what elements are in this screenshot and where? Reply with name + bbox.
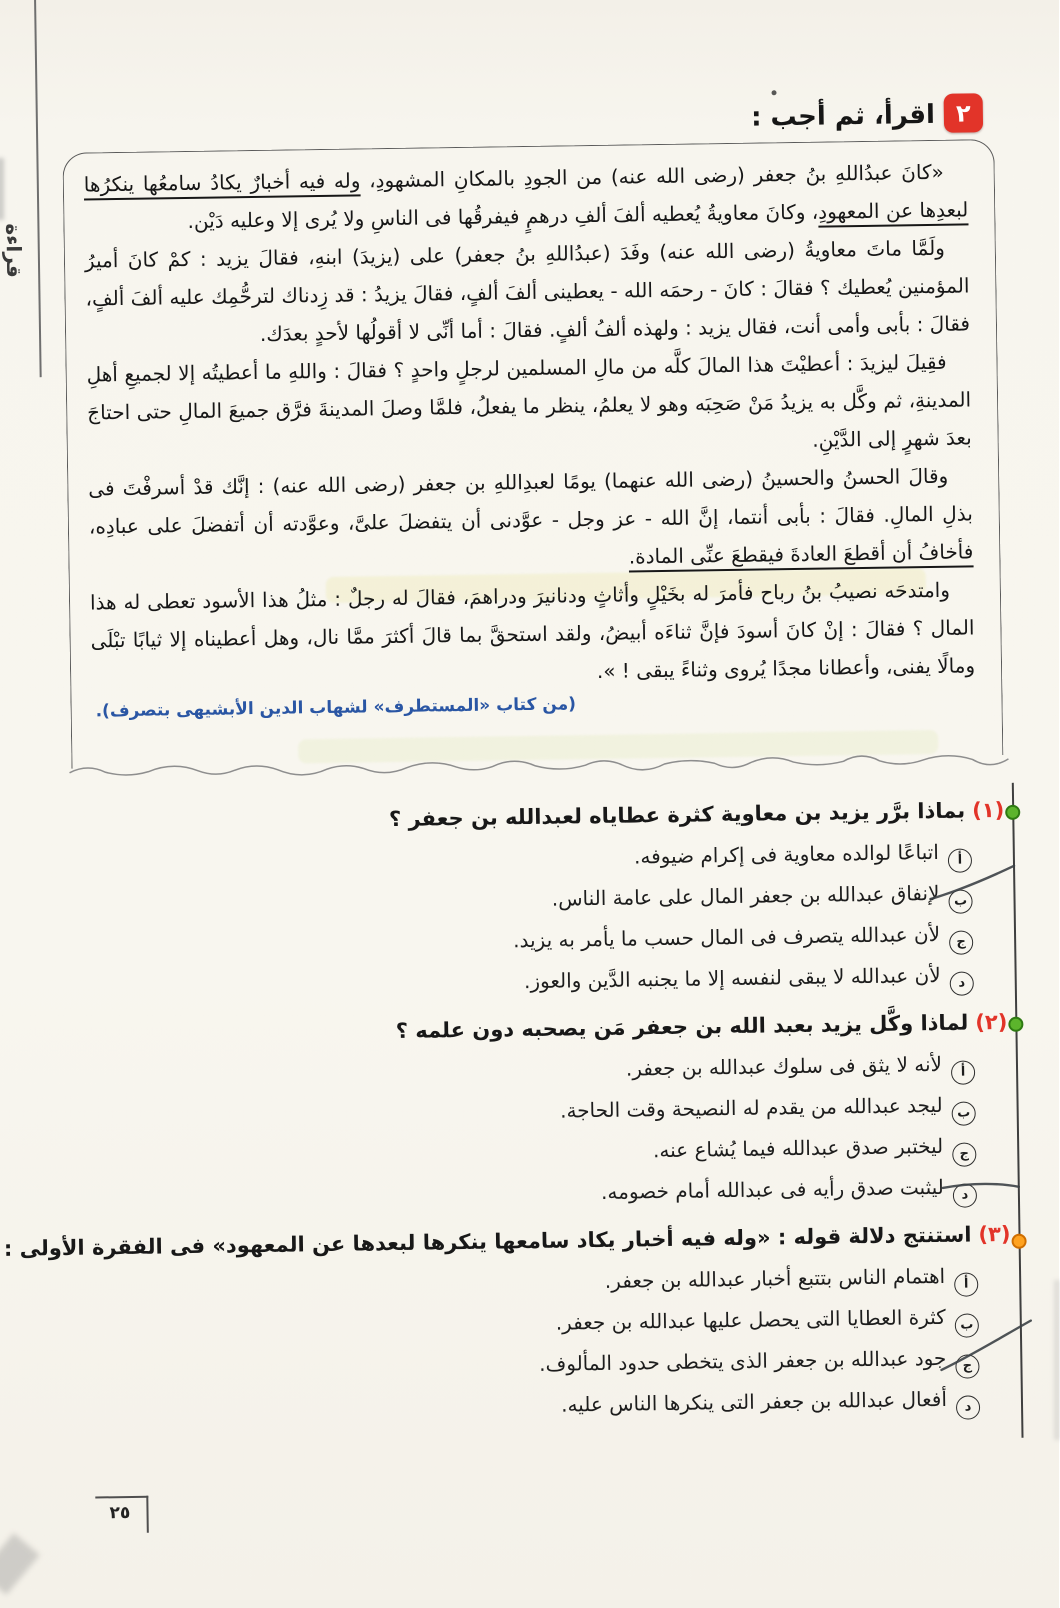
option-text: اتباعًا لوالده معاوية فى إكرام ضيوفه. bbox=[634, 839, 940, 869]
question-1 bbox=[50, 789, 1008, 1009]
option-text: لأن عبدالله يتصرف فى المال حسب ما يأمر به يزيد. bbox=[513, 921, 942, 953]
questions-section bbox=[4, 789, 1014, 1439]
ink-dot bbox=[772, 90, 777, 95]
side-tab-reading-label: قراءة bbox=[2, 223, 28, 278]
question-3 bbox=[4, 1213, 1014, 1433]
side-tab-rule bbox=[35, 0, 43, 377]
option-text: لأن عبدالله لا يبقى لنفسه إلا ما يجنبه الدَّين والعوز. bbox=[524, 962, 942, 994]
option-letter-badge: ج bbox=[953, 1142, 977, 1166]
option-letter-badge: د bbox=[951, 971, 975, 995]
option-letter-badge: أ bbox=[952, 1060, 976, 1084]
passage-paragraph-4: وقالَ الحسنُ والحسينُ (رضى الله عنهما) يومًا لعبدِاللهِ بن جعفر (رضى الله عنه) : إنَّك قدْ أسرفْتَ فى بذلِ المالِ. فقالَ : بأبى أنتما، إنَّ الله - عز وجل - عوَّدنى أن يتفضلَ علىَّ، وعوَّدته أن أتفضلَ على عبادِه، فأخافُ أن أقطعَ العادةَ فيقطعَ عنِّى المادة. bbox=[89, 463, 975, 569]
option-text: ليختبر صدق عبدالله فيما يُشاع عنه. bbox=[653, 1133, 945, 1163]
passage-paragraph-3: فقِيلَ ليزيدَ : أعطيْتَ هذا المالَ كلَّه من مالِ المسلمين لرجلٍ واحدٍ ؟ فقالَ : واللهِ ما أعطيتُه إلا لجميعِ أهلِ المدينةِ، ثم وكَّل به يزيدُ مَنْ صَحِبَه وهو لا يعلمُ، ينظر ما يفعلُ، فلمَّا وصلَ المدينةَ فرَّق جميعَ المالِ حتى احتاجَ بعدَ شهرٍ إلى الدَّيْنِ. bbox=[87, 349, 973, 452]
option-letter-badge: أ bbox=[955, 1272, 979, 1296]
option-letter-badge: د bbox=[957, 1395, 981, 1419]
underlined-phrase: فأخافُ أن أقطعَ العادةَ فيقطعَ عنِّى المادة. bbox=[629, 539, 975, 569]
option-text: ليثبت صدق رأيه فى عبدالله أمام خصومه. bbox=[601, 1174, 945, 1204]
section-number-badge: ٢ bbox=[945, 93, 985, 133]
page-number: ٢٥ bbox=[96, 1496, 149, 1534]
question-text: لماذا وكَّل يزيد بعبد الله بن جعفر مَن يصحبه دون علمه ؟ bbox=[396, 1010, 970, 1044]
passage-source-attribution: (من كتاب «المستطرف» لشهاب الدين الأبشيهى بتصرف). bbox=[96, 694, 578, 722]
option-text: أفعال عبدالله بن جعفر التى ينكرها الناس عليه. bbox=[561, 1386, 949, 1417]
option-text: لإنفاق عبدالله بن جعفر المال على عامة الناس. bbox=[552, 880, 941, 911]
option-text: لأنه لا يثق فى سلوك عبدالله بن جعفر. bbox=[626, 1051, 944, 1081]
question-number: (٢) bbox=[976, 1009, 1009, 1035]
option-text: اهتمام الناس بتتبع أخبار عبدالله بن جعفر. bbox=[605, 1263, 947, 1293]
option-letter-badge: ج bbox=[950, 930, 974, 954]
questions-guide-line bbox=[1013, 783, 1025, 1438]
option-letter-badge: ب bbox=[949, 889, 973, 913]
option-text: كثرة العطايا التى يحصل عليها عبدالله بن جعفر. bbox=[556, 1304, 947, 1335]
underlined-phrase: وله فيه أخبارٌ يكادُ سامعُها ينكرُها لبعدِها عن المعهودِ bbox=[84, 168, 970, 224]
option-letter-badge: د bbox=[954, 1183, 978, 1207]
passage-paragraph-5: وامتدحَه نصيبُ بنُ رباح فأمرَ له بخَيْلٍ وأثاثٍ ودنانيرَ ودراهمَ، فقالَ له رجلٌ : مثلُ هذا الأسود تعطى له هذا المال ؟ فقالَ : إنْ كانَ أسودَ فإنَّ ثناءَه أبيضُ، ولقد استحقَّ بما قالَ أكثرَ ممَّا نال، وهل أعطيناه إلا ثيابًا تبْلَى ومالًا يفنى، وأعطانا مجدًا يُروى وثناءً يبقى ! ». bbox=[90, 577, 977, 683]
option-text: جود عبدالله بن جعفر الذى يتخطى حدود المألوف. bbox=[540, 1345, 948, 1376]
question-1-bullet bbox=[1006, 805, 1021, 820]
option-text: ليجد عبدالله من يقدم له النصيحة وقت الحاجة. bbox=[560, 1092, 944, 1123]
passage-paragraph-1: «كانَ عبدُاللهِ بنُ جعفر (رضى الله عنه) من الجودِ بالمكانِ المشهودِ، وله فيه أخبارٌ يكادُ سامعُها ينكرُها لبعدِها عن المعهودِ، وكانَ معاويةُ يُعطيه ألفَ ألفِ درهمٍ فيفرقُها فى الناسِ ولا يُرى إلا وعليه دَيْن. bbox=[84, 159, 970, 233]
option-letter-badge: ج bbox=[956, 1354, 980, 1378]
question-text: بماذا برَّر يزيد بن معاوية كثرة عطاياه لعبدالله بن جعفر ؟ bbox=[389, 798, 967, 832]
option-letter-badge: ب bbox=[956, 1313, 980, 1337]
question-2 bbox=[53, 1001, 1011, 1221]
section-title: اقرأ، ثم أجب : bbox=[751, 99, 937, 133]
question-2-bullet bbox=[1009, 1017, 1024, 1032]
option-letter-badge: أ bbox=[949, 848, 973, 872]
reading-passage-box bbox=[63, 139, 1004, 769]
question-3-bullet bbox=[1012, 1234, 1027, 1249]
passage-paragraph-2: ولَمَّا ماتَ معاويةُ (رضى الله عنه) وفَدَ (عبدُاللهِ بنُ جعفر) على (يزيدَ) ابنهِ، فقالَ يزيد : كمْ كانَ أميرُ المؤمنين يُعطيك ؟ فقالَ : كانَ - رحمَه الله - يعطينى ألفَ ألفٍ، فقالَ يزيدُ : قد زِدناك لترحُّمِك عليه ألفَ ألفٍ، فقالَ : بأبى وأمى أنت، فقال يزيد : ولهذه ألفُ ألفٍ. فقالَ : أما أنِّى لا أقولُها لأحدٍ بعدَك. bbox=[85, 235, 972, 346]
question-number: (١) bbox=[972, 797, 1006, 823]
question-text: استنتج دلالة قوله : «وله فيه أخبار يكاد سامعها ينكرها لبعدها عن المعهود» فى الفقرة الأولى : bbox=[4, 1222, 973, 1261]
option-letter-badge: ب bbox=[953, 1101, 977, 1125]
question-number: (٣) bbox=[979, 1221, 1012, 1247]
